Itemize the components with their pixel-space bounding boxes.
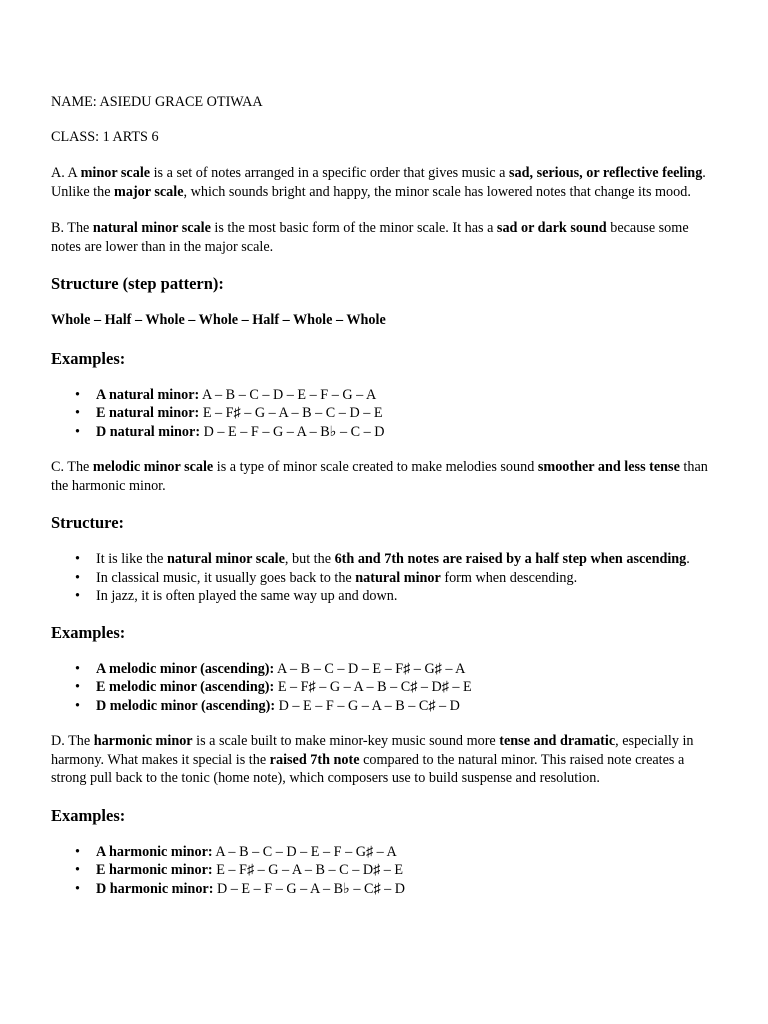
list-item: • E natural minor: E – F♯ – G – A – B – C – D – E bbox=[96, 404, 711, 423]
student-class: CLASS: 1 ARTS 6 bbox=[51, 128, 159, 145]
natural-minor-examples-list bbox=[51, 386, 711, 442]
natural-minor-structure-heading: Structure (step pattern): bbox=[51, 274, 224, 293]
melodic-minor-structure-list bbox=[51, 550, 711, 606]
section-b-paragraph: B. The natural minor scale is the most basic form of the minor scale. It has a sad or dark sound because some notes are lower than in the major scale. bbox=[51, 220, 689, 255]
list-item: • In classical music, it usually goes back to the natural minor form when descending. bbox=[96, 569, 711, 588]
list-item: • It is like the natural minor scale, but the 6th and 7th notes are raised by a half step when ascending. bbox=[96, 550, 711, 569]
section-d-paragraph: D. The harmonic minor is a scale built to make minor-key music sound more tense and dramatic, especially in harmony. What makes it special is the raised 7th note compared to the natural minor. This raised note creates a strong pull back to the tonic (home note), which composers use to build suspense and resolution. bbox=[51, 733, 694, 786]
list-item: • A harmonic minor: A – B – C – D – E – F – G♯ – A bbox=[96, 843, 711, 862]
natural-minor-examples-heading: Examples: bbox=[51, 348, 126, 368]
list-item: • E melodic minor (ascending): E – F♯ – G – A – B – C♯ – D♯ – E bbox=[96, 678, 711, 697]
document-body bbox=[51, 93, 711, 915]
list-item: • E harmonic minor: E – F♯ – G – A – B – C – D♯ – E bbox=[96, 861, 711, 880]
list-item: • In jazz, it is often played the same way up and down. bbox=[96, 587, 711, 606]
step-pattern: Whole – Half – Whole – Whole – Half – Whole – Whole bbox=[51, 312, 386, 328]
section-a-paragraph: A. A minor scale is a set of notes arranged in a specific order that gives music a sad, serious, or reflective feeling. Unlike the major scale, which sounds bright and happy, the minor scale has lowered notes that change its mood. bbox=[51, 165, 706, 200]
list-item: • A natural minor: A – B – C – D – E – F – G – A bbox=[96, 386, 711, 405]
list-item: • D natural minor: D – E – F – G – A – B♭ – C – D bbox=[96, 423, 711, 442]
list-item: • D harmonic minor: D – E – F – G – A – B♭ – C♯ – D bbox=[96, 880, 711, 899]
melodic-minor-examples-list bbox=[51, 660, 711, 716]
harmonic-minor-examples-heading: Examples: bbox=[51, 805, 126, 825]
list-item: • D melodic minor (ascending): D – E – F – G – A – B – C♯ – D bbox=[96, 697, 711, 716]
student-name: NAME: ASIEDU GRACE OTIWAA bbox=[51, 94, 263, 110]
melodic-minor-structure-heading: Structure: bbox=[51, 513, 125, 532]
section-c-paragraph: C. The melodic minor scale is a type of minor scale created to make melodies sound smoother and less tense than the harmonic minor. bbox=[51, 459, 708, 494]
melodic-minor-examples-heading: Examples: bbox=[51, 622, 126, 642]
harmonic-minor-examples-list bbox=[51, 843, 711, 899]
list-item: • A melodic minor (ascending): A – B – C – D – E – F♯ – G♯ – A bbox=[96, 660, 711, 679]
